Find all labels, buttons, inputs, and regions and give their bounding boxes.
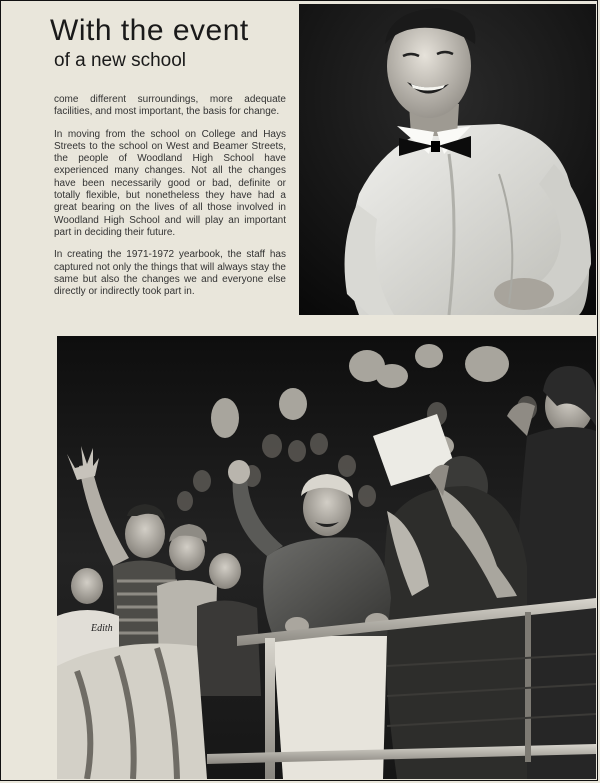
article-body: [54, 94, 286, 308]
heading-block: [50, 14, 290, 72]
paragraph-2: In moving from the school on College and Hays Streets to the school on West and Beamer Streets, the people of Woodland High School have experienced many changes. Not all the changes have been necessarily good or bad, definite or totally flexible, but nonetheless they have had a great bearing on the lives of all those involved in Woodland High School and will play an important part in deciding their future.: [54, 128, 286, 238]
performer-photo-image: [299, 4, 596, 315]
crowd-photo: [57, 336, 596, 779]
shirt-sign-text: Edith: [91, 623, 113, 634]
page-title: With the event: [50, 14, 249, 47]
crowd-photo-image: [57, 336, 596, 779]
paragraph-1: come different surroundings, more adequate facilities, and most important, the basis for change.: [54, 94, 286, 118]
paragraph-3: In creating the 1971-1972 yearbook, the staff has captured not only the things that will always stay the same but also the changes we and everyone else directly or indirectly took part in.: [54, 249, 286, 298]
performer-photo: [299, 4, 596, 315]
page-subtitle: of a new school: [54, 50, 187, 71]
